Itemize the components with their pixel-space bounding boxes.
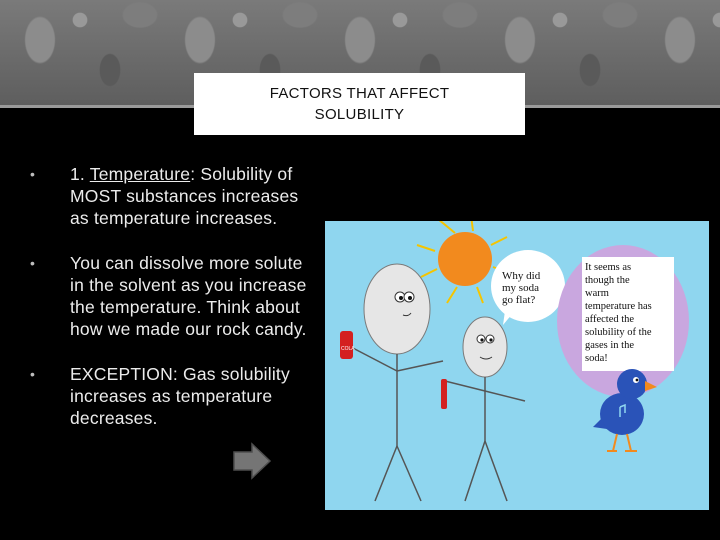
slide-title	[194, 73, 525, 135]
svg-text:COLA: COLA	[341, 346, 355, 352]
bullet-temperature	[0, 163, 318, 229]
big-stick-figure	[349, 264, 443, 501]
speech-bubble	[491, 250, 565, 325]
title-line-1: FACTORS THAT AFFECT	[269, 85, 450, 102]
soda-can-icon	[340, 331, 355, 359]
bullet-exception	[0, 363, 318, 429]
bullet-text: EXCEPTION: Gas solubility increases as temperature decreases.	[70, 364, 290, 428]
next-arrow-button[interactable]	[232, 441, 272, 481]
bullet-text: : Solubility of MOST substances increases as temperature increases.	[70, 164, 299, 228]
bullet-list	[0, 160, 318, 429]
bullet-dot: •	[30, 366, 36, 382]
bullet-dissolve-more	[0, 252, 318, 340]
small-stick-figure	[441, 317, 525, 501]
cartoon-drawing	[325, 221, 709, 510]
bullet-number: 1.	[70, 164, 90, 184]
title-line-2: SOLUBILITY	[314, 106, 405, 123]
soda-cartoon-image	[325, 221, 709, 510]
bullet-term: Temperature	[89, 164, 191, 184]
svg-text:Why did my soda: Why did my soda go flat?	[502, 270, 541, 306]
bullet-text: You can dissolve more solute in the solvent as you increase the temperature. Think about how we made our rock candy.	[70, 253, 307, 339]
bullet-dot: •	[30, 255, 36, 271]
svg-text:It seems as though the: It seems as though the warm temperature has affected the solubility of the gases in the soda!	[585, 262, 652, 364]
bullet-dot: •	[30, 166, 36, 182]
